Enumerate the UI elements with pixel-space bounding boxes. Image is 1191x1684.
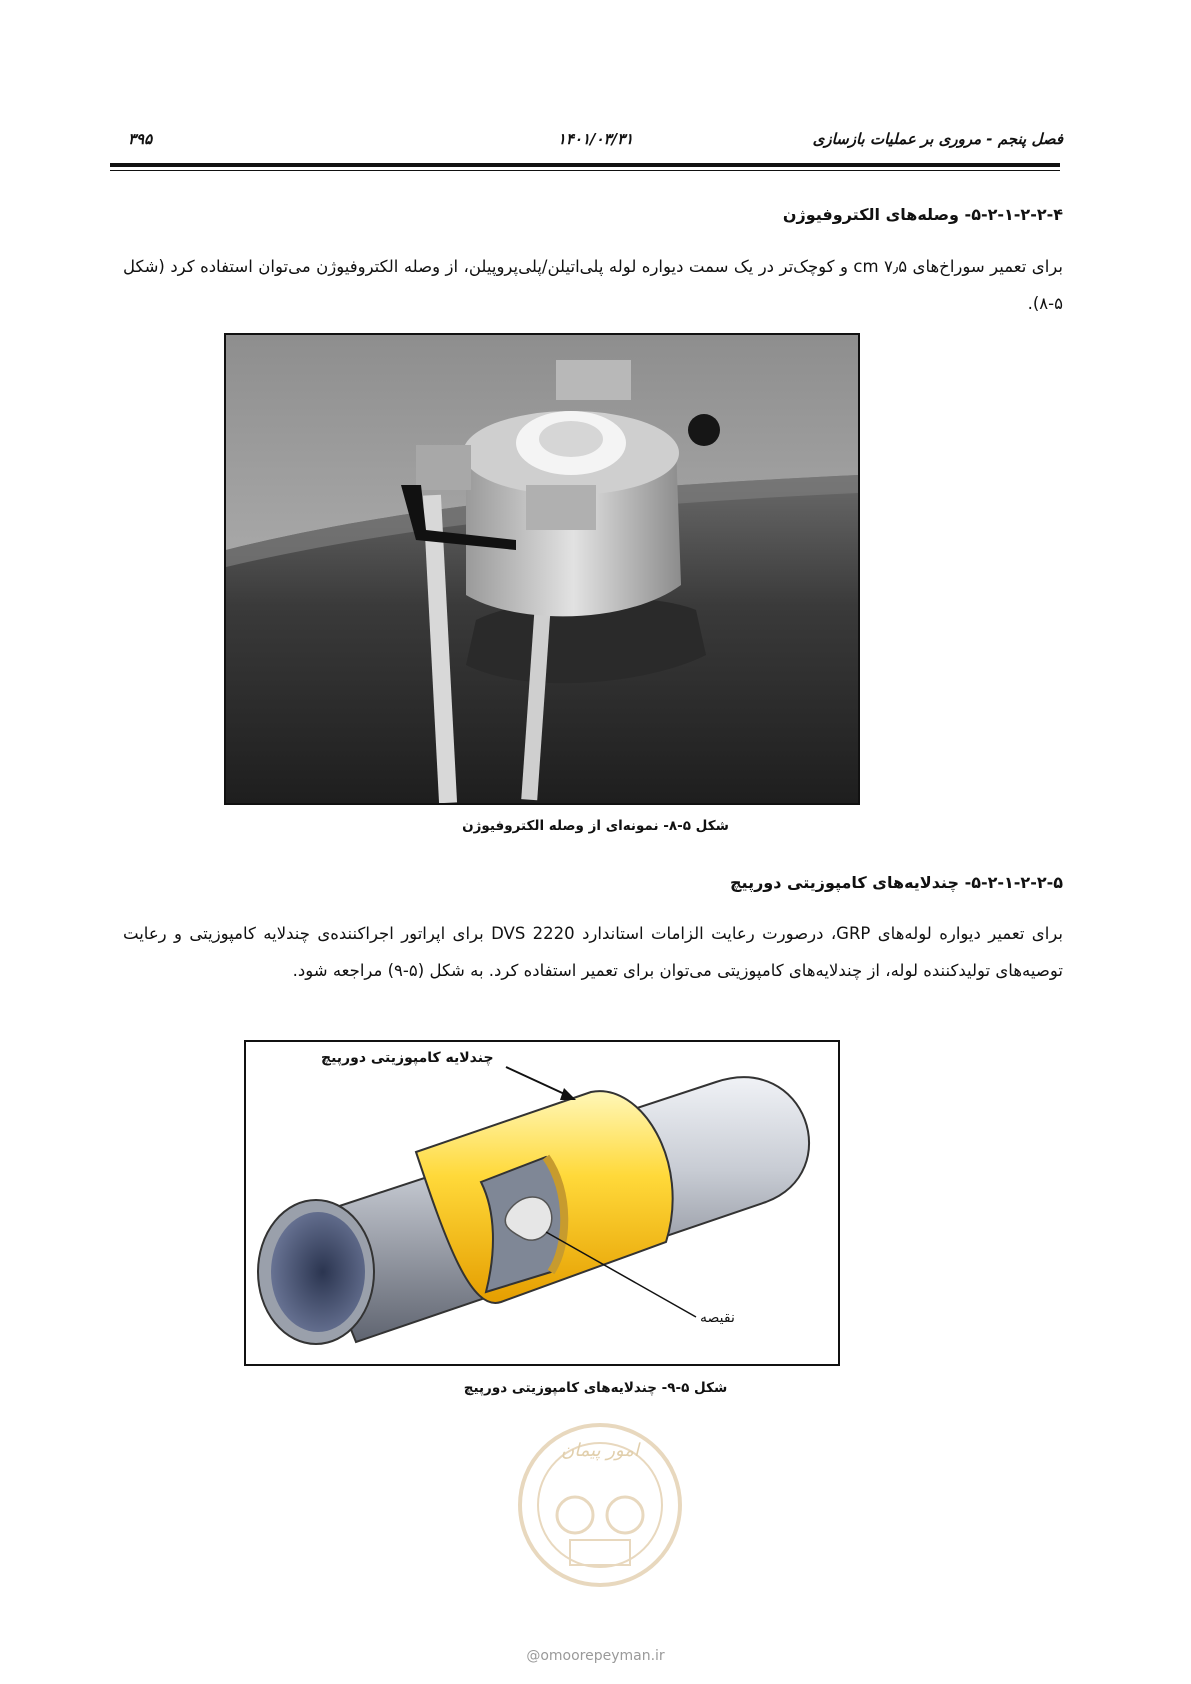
figure-caption-5-9: شکل ۵-۹- چندلایه‌های کامپوزیتی دورپیچ — [463, 1380, 728, 1396]
wrap-label: چندلایه کامپوزیتی دورپیچ — [321, 1050, 494, 1066]
header-rule — [110, 163, 1060, 167]
header-date: ۱۴۰۱/۰۳/۳۱ — [557, 130, 634, 148]
figure-caption-5-8: شکل ۵-۸- نمونه‌ای از وصله الکتروفیوژن — [462, 818, 729, 834]
section-heading-composite-wrap: ۵-۲-۱-۲-۲-۵- چندلایه‌های کامپوزیتی دورپیچ — [730, 873, 1063, 892]
watermark-stamp — [515, 1420, 685, 1590]
page-number: ۳۹۵ — [128, 130, 153, 148]
section-heading-electrofusion: ۵-۲-۱-۲-۲-۴- وصله‌های الکتروفیوژن — [782, 205, 1063, 224]
paragraph-composite-wrap: برای تعمیر دیواره لوله‌های GRP، درصورت رعایت الزامات استاندارد DVS 2220 برای اپراتور اجراکننده‌ی چندلایه کامپوزیتی و رعایت توصیه‌های تولیدکننده لوله، از چندلایه‌های کامپوزیتی می‌توان برای تعمیر استفاده کرد. به شکل (۵-۹) مراجعه شود. — [123, 924, 1063, 980]
electrofusion-saddle-image — [226, 335, 858, 803]
paragraph-electrofusion: برای تعمیر سوراخ‌های ۷٫۵ cm و کوچک‌تر در یک سمت دیواره لوله پلی‌اتیلن/پلی‌پروپیلن، از وصله الکتروفیوژن می‌توان استفاده کرد (شکل ۵-۸). — [123, 257, 1063, 313]
composite-wrap-pipe-diagram — [246, 1042, 838, 1364]
defect-label: نقیصه — [700, 1310, 735, 1326]
figure-electrofusion-photo — [224, 333, 860, 805]
watermark-site: @omoorepeyman.ir — [526, 1648, 665, 1664]
figure-composite-wrap-diagram — [244, 1040, 840, 1366]
stamp-text: امور پیمان — [561, 1440, 639, 1461]
header-rule-thin — [110, 170, 1060, 171]
chapter-title: فصل پنجم - مروری بر عملیات بازسازی — [812, 130, 1063, 148]
